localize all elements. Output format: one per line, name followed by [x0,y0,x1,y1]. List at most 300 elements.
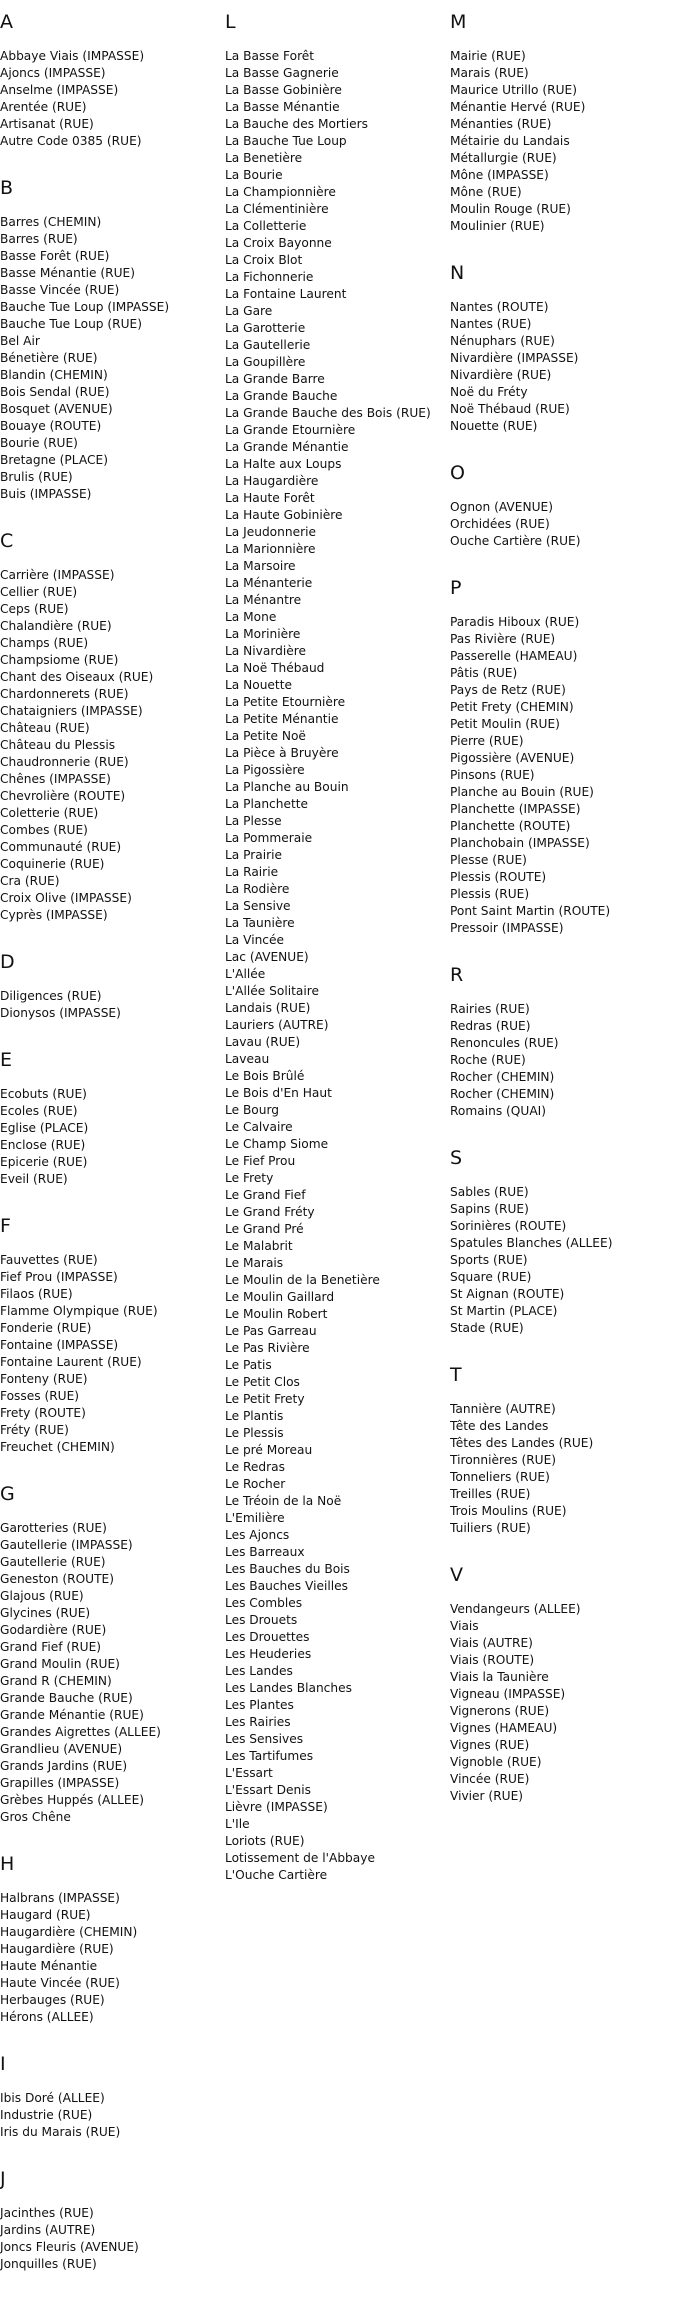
street-entry: Grand R (CHEMIN) [0,1674,112,1688]
street-entry: Plesse (RUE) [450,853,527,867]
street-entry: Buis (IMPASSE) [0,487,92,501]
street-entry: La Garotterie [225,321,306,335]
letter-heading: C [0,530,14,552]
street-entry: Le Patis [225,1358,272,1372]
street-entry: La Gare [225,304,273,318]
street-entry: Jacinthes (RUE) [0,2206,94,2220]
street-entry: La Haute Gobinière [225,508,343,522]
letter-heading: S [450,1147,463,1169]
street-entry: Nantes (RUE) [450,317,532,331]
street-entry: Le Grand Fief [225,1188,306,1202]
street-entry: La Ménanterie [225,576,313,590]
street-entry: Le Grand Fréty [225,1205,315,1219]
letter-group [225,10,445,1884]
letter-group [450,576,675,937]
street-entry: Planchette (IMPASSE) [450,802,581,816]
street-entry: La Marionnière [225,542,316,556]
street-entry: Lavau (RUE) [225,1035,301,1049]
street-entry: La Basse Gobinière [225,83,342,97]
street-entry: Chataigniers (IMPASSE) [0,704,143,718]
street-entry: Les Landes Blanches [225,1681,352,1695]
street-entry: Fonteny (RUE) [0,1372,88,1386]
street-entry: Iris du Marais (RUE) [0,2125,121,2139]
street-entry: L'Allée Solitaire [225,984,319,998]
street-entry: Les Sensives [225,1732,304,1746]
street-entry: Métallurgie (RUE) [450,151,557,165]
letter-heading: L [225,11,236,33]
street-entry: Viais (AUTRE) [450,1636,533,1650]
street-entry: La Bourie [225,168,283,182]
street-entry: Nénuphars (RUE) [450,334,555,348]
street-entry: Vignes (HAMEAU) [450,1721,558,1735]
street-entry: Le Moulin Gaillard [225,1290,335,1304]
street-entry: Bénetière (RUE) [0,351,98,365]
street-entry: Nivardière (RUE) [450,368,552,382]
street-entry: Basse Forêt (RUE) [0,249,110,263]
letter-group [0,176,220,503]
street-entry: Bauche Tue Loup (IMPASSE) [0,300,170,314]
street-entry: Le Rocher [225,1477,286,1491]
street-entry: Les Rairies [225,1715,291,1729]
letter-heading: P [450,577,462,599]
street-entry: Frety (ROUTE) [0,1406,86,1420]
street-entry: Le Plessis [225,1426,284,1440]
street-entry: Dionysos (IMPASSE) [0,1006,121,1020]
street-entry: Orchidées (RUE) [450,517,550,531]
street-entry: Petit Moulin (RUE) [450,717,560,731]
street-entry: Ecobuts (RUE) [0,1087,87,1101]
street-entry: Fonderie (RUE) [0,1321,92,1335]
letter-heading: D [0,951,15,973]
street-entry: Coquinerie (RUE) [0,857,105,871]
street-entry: La Haugardière [225,474,319,488]
street-entry: Pont Saint Martin (ROUTE) [450,904,611,918]
street-entry: Carrière (IMPASSE) [0,568,115,582]
street-entry: Chant des Oiseaux (RUE) [0,670,154,684]
street-entry: Grand Fief (RUE) [0,1640,102,1654]
letter-group [0,1482,220,1826]
letter-heading: I [0,2053,6,2075]
street-entry: Tuiliers (RUE) [450,1521,531,1535]
street-entry: Flamme Olympique (RUE) [0,1304,158,1318]
street-entry: L'Ouche Cartière [225,1868,328,1882]
letter-heading: J [0,2168,6,2190]
letter-group [0,2052,220,2141]
street-entry: Le Moulin de la Benetière [225,1273,380,1287]
street-entry: Landais (RUE) [225,1001,311,1015]
street-entry: Ménanties (RUE) [450,117,552,131]
street-entry: La Haute Forêt [225,491,315,505]
street-entry: Nouette (RUE) [450,419,538,433]
street-entry: Fontaine Laurent (RUE) [0,1355,142,1369]
street-entry: Vincée (RUE) [450,1772,530,1786]
street-entry: Grandlieu (AVENUE) [0,1742,123,1756]
street-entry: Plessis (ROUTE) [450,870,547,884]
street-entry: Artisanat (RUE) [0,117,94,131]
street-entry: Renoncules (RUE) [450,1036,559,1050]
street-entry: Rocher (CHEMIN) [450,1087,555,1101]
street-entry: Ognon (AVENUE) [450,500,553,514]
street-entry: Vignerons (RUE) [450,1704,550,1718]
street-entry: La Clémentinière [225,202,329,216]
street-entry: Bois Sendal (RUE) [0,385,110,399]
street-entry: Planchobain (IMPASSE) [450,836,590,850]
street-entry: Le Bois Brûlé [225,1069,305,1083]
street-entry: Grand Moulin (RUE) [0,1657,120,1671]
street-entry: Pas Rivière (RUE) [450,632,556,646]
street-entry: Cellier (RUE) [0,585,78,599]
street-entry: Bauche Tue Loup (RUE) [0,317,143,331]
street-entry: La Grande Ménantie [225,440,349,454]
letter-group [450,1363,675,1537]
street-entry: Jonquilles (RUE) [0,2257,97,2271]
letter-group [450,461,675,550]
street-entry: Pigossière (AVENUE) [450,751,575,765]
street-entry: La Plesse [225,814,282,828]
street-entry: Brulis (RUE) [0,470,73,484]
street-entry: Cyprès (IMPASSE) [0,908,108,922]
street-entry: La Marsoire [225,559,296,573]
street-entry: Diligences (RUE) [0,989,102,1003]
street-entry: Bretagne (PLACE) [0,453,108,467]
street-entry: Eveil (RUE) [0,1172,68,1186]
street-entry: Haute Ménantie [0,1959,98,1973]
street-entry: La Prairie [225,848,283,862]
street-entry: L'Ile [225,1817,250,1831]
street-entry: Les Ajoncs [225,1528,290,1542]
street-entry: Les Drouettes [225,1630,310,1644]
street-entry: Lauriers (AUTRE) [225,1018,329,1032]
street-entry: La Pigossière [225,763,305,777]
street-entry: La Taunière [225,916,295,930]
street-entry: Le Tréoin de la Noë [225,1494,342,1508]
street-entry: La Petite Etournière [225,695,346,709]
street-entry: La Petite Noë [225,729,306,743]
street-entry: Grèbes Huppés (ALLEE) [0,1793,145,1807]
street-entry: Le Calvaire [225,1120,293,1134]
street-entry: Grande Ménantie (RUE) [0,1708,144,1722]
street-entry: Ménantie Hervé (RUE) [450,100,586,114]
index-column-2 [225,10,445,1910]
street-entry: La Sensive [225,899,291,913]
street-entry: Industrie (RUE) [0,2108,93,2122]
street-entry: Le Fief Prou [225,1154,296,1168]
street-entry: La Morinière [225,627,301,641]
street-entry: Grande Bauche (RUE) [0,1691,133,1705]
street-entry: L'Essart Denis [225,1783,312,1797]
street-entry: Herbauges (RUE) [0,1993,105,2007]
street-entry: Abbaye Viais (IMPASSE) [0,49,145,63]
street-entry: Les Drouets [225,1613,298,1627]
street-entry: Lac (AVENUE) [225,950,309,964]
index-column-3 [450,10,675,1831]
street-entry: Chalandière (RUE) [0,619,112,633]
street-entry: La Fontaine Laurent [225,287,347,301]
street-entry: Fief Prou (IMPASSE) [0,1270,118,1284]
street-entry: Spatules Blanches (ALLEE) [450,1236,613,1250]
street-entry: La Planchette [225,797,309,811]
street-entry: Vignoble (RUE) [450,1755,542,1769]
street-entry: Le Champ Siome [225,1137,329,1151]
street-entry: Le Pas Garreau [225,1324,317,1338]
street-entry: La Grande Bauche des Bois (RUE) [225,406,431,420]
street-entry: Blandin (CHEMIN) [0,368,108,382]
street-entry: La Petite Ménantie [225,712,339,726]
street-entry: Les Tartifumes [225,1749,314,1763]
street-entry: La Mone [225,610,277,624]
street-entry: Le Malabrit [225,1239,293,1253]
street-entry: Roche (RUE) [450,1053,526,1067]
street-entry: Le Petit Clos [225,1375,300,1389]
street-entry: Garotteries (RUE) [0,1521,107,1535]
street-entry: L'Allée [225,967,266,981]
street-entry: Croix Olive (IMPASSE) [0,891,132,905]
street-entry: Le Moulin Robert [225,1307,328,1321]
street-entry: Combes (RUE) [0,823,88,837]
street-entry: Le Grand Pré [225,1222,304,1236]
street-entry: La Gautellerie [225,338,311,352]
street-entry: Le Frety [225,1171,274,1185]
street-entry: La Benetière [225,151,303,165]
street-entry: Romains (QUAI) [450,1104,547,1118]
letter-heading: V [450,1564,463,1586]
street-entry: Vivier (RUE) [450,1789,524,1803]
street-entry: Epicerie (RUE) [0,1155,88,1169]
street-entry: Pressoir (IMPASSE) [450,921,564,935]
street-entry: Le Marais [225,1256,284,1270]
street-entry: La Goupillère [225,355,306,369]
letter-heading: F [0,1215,11,1237]
letter-group [450,10,675,235]
street-entry: La Pièce à Bruyère [225,746,339,760]
street-entry: Le Pas Rivière [225,1341,310,1355]
letter-group [450,1146,675,1337]
street-entry: Vignes (RUE) [450,1738,530,1752]
street-entry: Gautellerie (IMPASSE) [0,1538,133,1552]
street-entry: Mairie (RUE) [450,49,526,63]
street-entry: La Grande Etournière [225,423,356,437]
street-entry: Gautellerie (RUE) [0,1555,106,1569]
street-entry: St Aignan (ROUTE) [450,1287,565,1301]
street-entry: Halbrans (IMPASSE) [0,1891,120,1905]
street-entry: Moulinier (RUE) [450,219,545,233]
street-entry: St Martin (PLACE) [450,1304,558,1318]
street-entry: Vigneau (IMPASSE) [450,1687,566,1701]
street-entry: Enclose (RUE) [0,1138,86,1152]
street-entry: Mône (RUE) [450,185,522,199]
street-entry: Haute Vincée (RUE) [0,1976,120,1990]
street-entry: Joncs Fleuris (AVENUE) [0,2240,139,2254]
letter-heading: H [0,1853,15,1875]
street-entry: Pâtis (RUE) [450,666,518,680]
index-column-1 [0,10,220,2299]
letter-heading: E [0,1049,13,1071]
street-entry: La Rodière [225,882,290,896]
street-entry: Coletterie (RUE) [0,806,99,820]
street-entry: La Basse Gagnerie [225,66,339,80]
letter-heading: N [450,262,465,284]
street-entry: Bosquet (AVENUE) [0,402,113,416]
letter-heading: A [0,11,13,33]
street-entry: La Croix Bayonne [225,236,332,250]
street-entry: Redras (RUE) [450,1019,531,1033]
street-entry: Fontaine (IMPASSE) [0,1338,119,1352]
street-entry: La Pommeraie [225,831,313,845]
street-entry: Barres (CHEMIN) [0,215,102,229]
street-entry: L'Emilière [225,1511,285,1525]
street-entry: Les Combles [225,1596,303,1610]
street-entry: Le Bois d'En Haut [225,1086,332,1100]
letter-heading: T [450,1364,462,1386]
street-entry: Loriots (RUE) [225,1834,305,1848]
street-entry: Viais [450,1619,479,1633]
street-entry: Sorinières (ROUTE) [450,1219,567,1233]
street-entry: Jardins (AUTRE) [0,2223,96,2237]
street-entry: Plessis (RUE) [450,887,530,901]
street-entry: Geneston (ROUTE) [0,1572,114,1586]
street-entry: La Ménantre [225,593,302,607]
street-entry: Le Petit Frety [225,1392,305,1406]
street-entry: Rairies (RUE) [450,1002,530,1016]
street-entry: Glycines (RUE) [0,1606,91,1620]
street-entry: Treilles (RUE) [450,1487,531,1501]
street-entry: Haugardière (RUE) [0,1942,114,1956]
street-entry: Noë Thébaud (RUE) [450,402,570,416]
street-entry: Moulin Rouge (RUE) [450,202,571,216]
street-entry: Chaudronnerie (RUE) [0,755,129,769]
street-entry: La Nivardière [225,644,306,658]
street-entry: La Grande Barre [225,372,325,386]
street-entry: Champsiome (RUE) [0,653,119,667]
street-entry: Les Barreaux [225,1545,305,1559]
letter-group [0,10,220,150]
street-entry: Vendangeurs (ALLEE) [450,1602,581,1616]
street-entry: Autre Code 0385 (RUE) [0,134,142,148]
street-entry: Le Redras [225,1460,285,1474]
street-entry: Passerelle (HAMEAU) [450,649,578,663]
street-entry: Basse Vincée (RUE) [0,283,120,297]
letter-heading: R [450,964,464,986]
street-entry: Planche au Bouin (RUE) [450,785,594,799]
street-entry: La Basse Forêt [225,49,315,63]
letter-group [0,2167,220,2273]
street-entry: Nivardière (IMPASSE) [450,351,579,365]
street-entry: Lièvre (IMPASSE) [225,1800,328,1814]
letter-heading: B [0,177,14,199]
street-entry: Maurice Utrillo (RUE) [450,83,577,97]
street-entry: Petit Frety (CHEMIN) [450,700,574,714]
letter-heading: O [450,462,465,484]
street-entry: Les Bauches du Bois [225,1562,350,1576]
street-entry: Viais la Taunière [450,1670,549,1684]
street-entry: Communauté (RUE) [0,840,122,854]
street-entry: Bel Air [0,334,40,348]
street-entry: Viais (ROUTE) [450,1653,535,1667]
street-entry: Tête des Landes [450,1419,549,1433]
street-entry: Le Bourg [225,1103,280,1117]
street-entry: Haugardière (CHEMIN) [0,1925,138,1939]
street-entry: Cra (RUE) [0,874,60,888]
street-entry: Grandes Aigrettes (ALLEE) [0,1725,161,1739]
letter-group [0,1048,220,1188]
street-entry: Filaos (RUE) [0,1287,73,1301]
street-entry: Tannière (AUTRE) [450,1402,556,1416]
street-entry: La Grande Bauche [225,389,338,403]
street-entry: Métairie du Landais [450,134,570,148]
letter-group [0,529,220,924]
street-entry: Eglise (PLACE) [0,1121,89,1135]
letter-group [0,950,220,1022]
street-entry: Paradis Hiboux (RUE) [450,615,580,629]
letter-group [0,1214,220,1456]
letter-group [450,963,675,1120]
street-entry: Ajoncs (IMPASSE) [0,66,106,80]
street-entry: La Vincée [225,933,285,947]
street-entry: La Bauche Tue Loup [225,134,347,148]
street-entry: Trois Moulins (RUE) [450,1504,567,1518]
street-entry: Le pré Moreau [225,1443,313,1457]
street-entry: La Fichonnerie [225,270,314,284]
street-entry: Lotissement de l'Abbaye [225,1851,375,1865]
street-entry: Nantes (ROUTE) [450,300,549,314]
street-entry: Ouche Cartière (RUE) [450,534,581,548]
street-entry: Ecoles (RUE) [0,1104,78,1118]
street-entry: Champs (RUE) [0,636,89,650]
street-entry: Ibis Doré (ALLEE) [0,2091,105,2105]
street-entry: La Rairie [225,865,279,879]
street-entry: Pierre (RUE) [450,734,524,748]
letter-group [450,1563,675,1805]
street-entry: Château du Plessis [0,738,116,752]
street-entry: Tironnières (RUE) [450,1453,557,1467]
letter-heading: M [450,11,467,33]
street-entry: Basse Ménantie (RUE) [0,266,135,280]
street-entry: Sables (RUE) [450,1185,529,1199]
street-entry: Noë du Fréty [450,385,528,399]
street-entry: Les Bauches Vieilles [225,1579,348,1593]
street-entry: Pays de Retz (RUE) [450,683,566,697]
street-entry: Les Plantes [225,1698,294,1712]
street-entry: Grands Jardins (RUE) [0,1759,128,1773]
street-entry: Le Plantis [225,1409,284,1423]
street-entry: Laveau [225,1052,270,1066]
street-entry: Gros Chêne [0,1810,71,1824]
street-entry: La Championnière [225,185,336,199]
street-entry: Freuchet (CHEMIN) [0,1440,115,1454]
street-entry: Fauvettes (RUE) [0,1253,98,1267]
street-entry: La Bauche des Mortiers [225,117,368,131]
letter-group [450,261,675,435]
street-entry: Arentée (RUE) [0,100,87,114]
street-entry: Marais (RUE) [450,66,529,80]
street-entry: Pinsons (RUE) [450,768,535,782]
street-entry: Tonneliers (RUE) [450,1470,550,1484]
street-entry: La Colletterie [225,219,307,233]
street-entry: Ceps (RUE) [0,602,69,616]
letter-heading: G [0,1483,15,1505]
street-entry: Chevrolière (ROUTE) [0,789,126,803]
street-entry: Grapilles (IMPASSE) [0,1776,120,1790]
street-entry: Sports (RUE) [450,1253,528,1267]
street-entry: Fosses (RUE) [0,1389,80,1403]
street-entry: L'Essart [225,1766,273,1780]
street-entry: Sapins (RUE) [450,1202,529,1216]
street-entry: Anselme (IMPASSE) [0,83,119,97]
street-entry: Stade (RUE) [450,1321,524,1335]
street-entry: Planchette (ROUTE) [450,819,571,833]
street-entry: Barres (RUE) [0,232,78,246]
street-entry: La Halte aux Loups [225,457,342,471]
